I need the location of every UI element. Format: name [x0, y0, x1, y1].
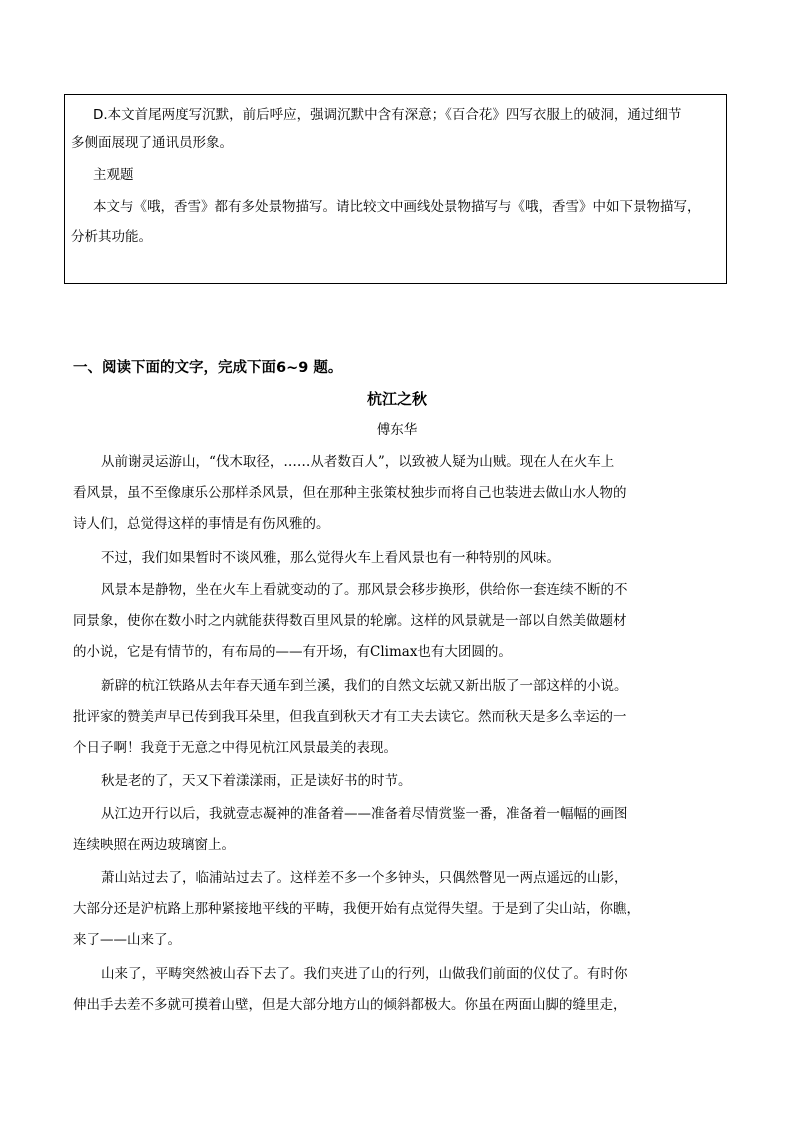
article-line: 连续映照在两边玻璃窗上。	[73, 837, 235, 853]
article-line: 不过，我们如果暂时不谈风雅，那么觉得火车上看风景也有一种特别的风味。	[101, 550, 560, 566]
article-line: 萧山站过去了，临浦站过去了。这样差不多一个多钟头，只偶然瞥见一两点遥远的山影，	[101, 870, 628, 886]
option-d-line-1: D.本文首尾两度写沉默，前后呼应，强调沉默中含有深意；《百合花》四写衣服上的破洞，通过细节	[93, 107, 682, 123]
subjective-label: 主观题	[93, 167, 134, 183]
question-box	[64, 94, 727, 284]
article-line: 大部分还是沪杭路上那种紧接地平线的平畴，我便开始有点觉得失望。于是到了尖山站，你瞧，	[73, 901, 640, 917]
question-line-2: 分析其功能。	[71, 229, 152, 245]
article-line: 伸出手去差不多就可摸着山壁，但是大部分地方山的倾斜都极大。你虽在两面山脚的缝里走，	[73, 997, 627, 1013]
question-line-1: 本文与《哦，香雪》都有多处景物描写。请比较文中画线处景物描写与《哦，香雪》中如下景物描写，	[93, 199, 701, 215]
article-line: 风景本是静物，坐在火车上看就变动的了。那风景会移步换形，供给你一套连续不断的不	[101, 582, 628, 598]
article-line: 从江边开行以后，我就壹志凝神的准备着——准备着尽情赏鉴一番，准备着一幅幅的画图	[101, 806, 628, 822]
option-d-line-2: 多侧面展现了通讯员形象。	[71, 135, 233, 151]
article-line: 从前谢灵运游山，“伐木取径，……从者数百人”，以致被人疑为山贼。现在人在火车上	[101, 454, 615, 470]
article-line: 诗人们，总觉得这样的事情是有伤风雅的。	[73, 516, 330, 532]
article-line: 的小说，它是有情节的，有布局的——有开场，有Climax也有大团圆的。	[73, 644, 512, 660]
article-line: 山来了，平畴突然被山吞下去了。我们夹进了山的行列，山做我们前面的仪仗了。有时你	[101, 966, 628, 982]
article-line: 个日子啊！我竟于无意之中得见杭江风景最美的表现。	[73, 740, 397, 756]
article-line: 来了——山来了。	[73, 932, 181, 948]
article-title: 杭江之秋	[366, 390, 427, 408]
article-line: 批评家的赞美声早已传到我耳朵里，但我直到秋天才有工夫去读它。然而秋天是多么幸运的一	[73, 709, 627, 725]
article-line: 同景象，使你在数小时之内就能获得数百里风景的轮廓。这样的风景就是一部以自然美做题材	[73, 613, 627, 629]
section-heading: 一、阅读下面的文字，完成下面6~9 题。	[73, 360, 343, 376]
article-line: 新辟的杭江铁路从去年春天通车到兰溪，我们的自然文坛就又新出版了一部这样的小说。	[101, 678, 628, 694]
article-line: 秋是老的了，天又下着漾漾雨，正是读好书的时节。	[101, 773, 412, 789]
article-line: 看风景，虽不至像康乐公那样杀风景，但在那种主张策杖独步而将自己也装进去做山水人物的	[73, 485, 627, 501]
article-author: 傅东华	[376, 422, 418, 438]
